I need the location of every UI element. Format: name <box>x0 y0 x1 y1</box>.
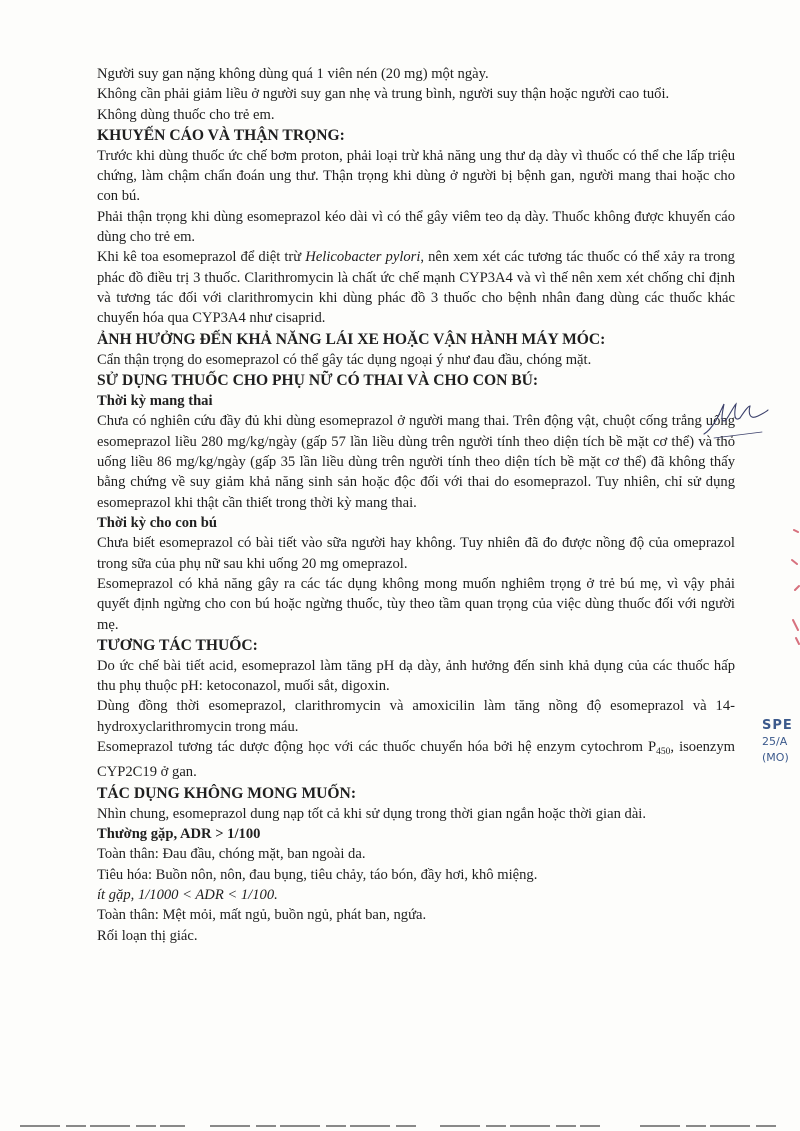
subheading-common: Thường gặp, ADR > 1/100 <box>97 825 261 842</box>
paragraph: Không cần phải giảm liều ở người suy gan nhẹ và trung bình, người suy thận hoặc người cao tuổi. <box>97 86 670 103</box>
document-page <box>97 64 735 946</box>
paragraph: Nhìn chung, esomeprazol dung nạp tốt cả khi sử dụng trong thời gian ngắn hoặc thời gian dài. <box>97 805 647 822</box>
paragraph: Chưa biết esomeprazol có bài tiết vào sữa người hay không. Tuy nhiên đã đo được nồng độ của omeprazol trong sữa của phụ nữ sau khi uống 20 mg omeprazol. <box>97 535 735 572</box>
paragraph <box>97 737 735 783</box>
section-heading-warnings: KHUYẾN CÁO VÀ THẬN TRỌNG: <box>97 126 345 144</box>
stamp-line: (MO) <box>762 751 789 764</box>
italic-term: Helicobacter pylori <box>305 249 421 266</box>
paragraph: Phải thận trọng khi dùng esomeprazol kéo dài vì có thể gây viêm teo dạ dày. Thuốc không được khuyến cáo dùng cho trẻ em. <box>97 208 735 246</box>
paragraph: Do ức chế bài tiết acid, esomeprazol làm tăng pH dạ dày, ảnh hưởng đến sinh khả dụng của các thuốc hấp thu phụ thuộc pH: ketoconazol, muối sắt, digoxin. <box>97 657 735 695</box>
subheading-uncommon: ít gặp, 1/1000 < ADR < 1/100. <box>97 887 278 903</box>
paragraph: Dùng đồng thời esomeprazol, clarithromycin và amoxicilin làm tăng nồng độ esomeprazol và 14-hydroxyclarithromycin trong máu. <box>97 698 735 735</box>
paragraph: Trước khi dùng thuốc ức chế bơm proton, phải loại trừ khả năng ung thư dạ dày vì thuốc có thể che lấp triệu chứng, làm chậm chẩn đoán ung thư. Thận trọng khi dùng ở người bị bệnh gan, người mang thai hoặc cho con bú. <box>97 147 735 205</box>
subheading-breastfeeding: Thời kỳ cho con bú <box>97 514 218 531</box>
list-line: Tiêu hóa: Buồn nôn, nôn, đau bụng, tiêu chảy, táo bón, đầy hơi, khô miệng. <box>97 866 538 883</box>
list-line: Rối loạn thị giác. <box>97 927 198 944</box>
stamp-line: SPE <box>762 718 793 733</box>
paragraph: Không dùng thuốc cho trẻ em. <box>97 106 275 123</box>
scan-edge-lines <box>0 1122 800 1128</box>
paragraph: Cẩn thận trọng do esomeprazol có thể gây tác dụng ngoại ý như đau đầu, chóng mặt. <box>97 351 592 368</box>
subscript: 450 <box>656 747 671 758</box>
subheading-pregnancy: Thời kỳ mang thai <box>97 392 213 409</box>
paragraph <box>97 247 735 328</box>
list-line: Toàn thân: Đau đầu, chóng mặt, ban ngoài da. <box>97 846 366 863</box>
paragraph: Chưa có nghiên cứu đầy đủ khi dùng esomeprazol ở người mang thai. Trên động vật, chuột cống trắng uống esomeprazol liều 280 mg/kg/ngày (gấp 57 lần liều dùng trên người tính theo diện tích bề mặt cơ thể) và thỏ uống liều 86 mg/kg/ngày (gấp 35 lần liều dùng trên người tính theo diện tích bề mặt cơ thể) đã không thấy bằng chứng về suy giảm khả năng sinh sản hoặc độc đối với thai do esomeprazol. Tuy nhiên, chỉ sử dụng esomeprazol khi thật cần thiết trong thời kỳ mang thai. <box>97 413 735 511</box>
paragraph: Esomeprazol có khả năng gây ra các tác dụng không mong muốn nghiêm trọng ở trẻ bú mẹ, vì vậy phải quyết định ngừng cho con bú hoặc ngừng thuốc, tùy theo tầm quan trọng của việc dùng thuốc đối với người mẹ. <box>97 575 735 633</box>
text-run: , nên xem xét các tương tác thuốc có thể xảy ra trong phác đồ điều trị 3 thuốc. Clarithromycin là chất ức chế mạnh CYP3A4 và vì thế nên xem xét chống chỉ định và tương tác đối với clarithromycin khi dùng phác đồ 3 thuốc cho bệnh nhân đang dùng các thuốc khác chuyển hóa qua CYP3A4 như cisaprid. <box>97 249 735 327</box>
text-run: Khi kê toa esomeprazol để diệt trừ <box>97 249 306 266</box>
paragraph: Người suy gan nặng không dùng quá 1 viên nén (20 mg) một ngày. <box>97 66 489 82</box>
section-heading-driving: ẢNH HƯỞNG ĐẾN KHẢ NĂNG LÁI XE HOẶC VẬN HÀNH MÁY MÓC: <box>97 330 606 348</box>
section-heading-adverse: TÁC DỤNG KHÔNG MONG MUỐN: <box>97 784 357 802</box>
signature-mark <box>700 398 770 440</box>
stamp-fragment-red <box>770 520 800 650</box>
section-heading-interactions: TƯƠNG TÁC THUỐC: <box>97 636 258 654</box>
stamp-fragment <box>762 718 793 766</box>
section-heading-pregnancy: SỬ DỤNG THUỐC CHO PHỤ NỮ CÓ THAI VÀ CHO CON BÚ: <box>97 371 539 389</box>
list-line: Toàn thân: Mệt mỏi, mất ngủ, buồn ngủ, phát ban, ngứa. <box>97 907 427 924</box>
text-run: , isoenzym CYP2C19 ở gan. <box>97 739 735 781</box>
text-run: Esomeprazol tương tác dược động học với các thuốc chuyển hóa bởi hệ enzym cytochrom P <box>97 739 657 756</box>
stamp-line: 25/A <box>762 735 788 748</box>
